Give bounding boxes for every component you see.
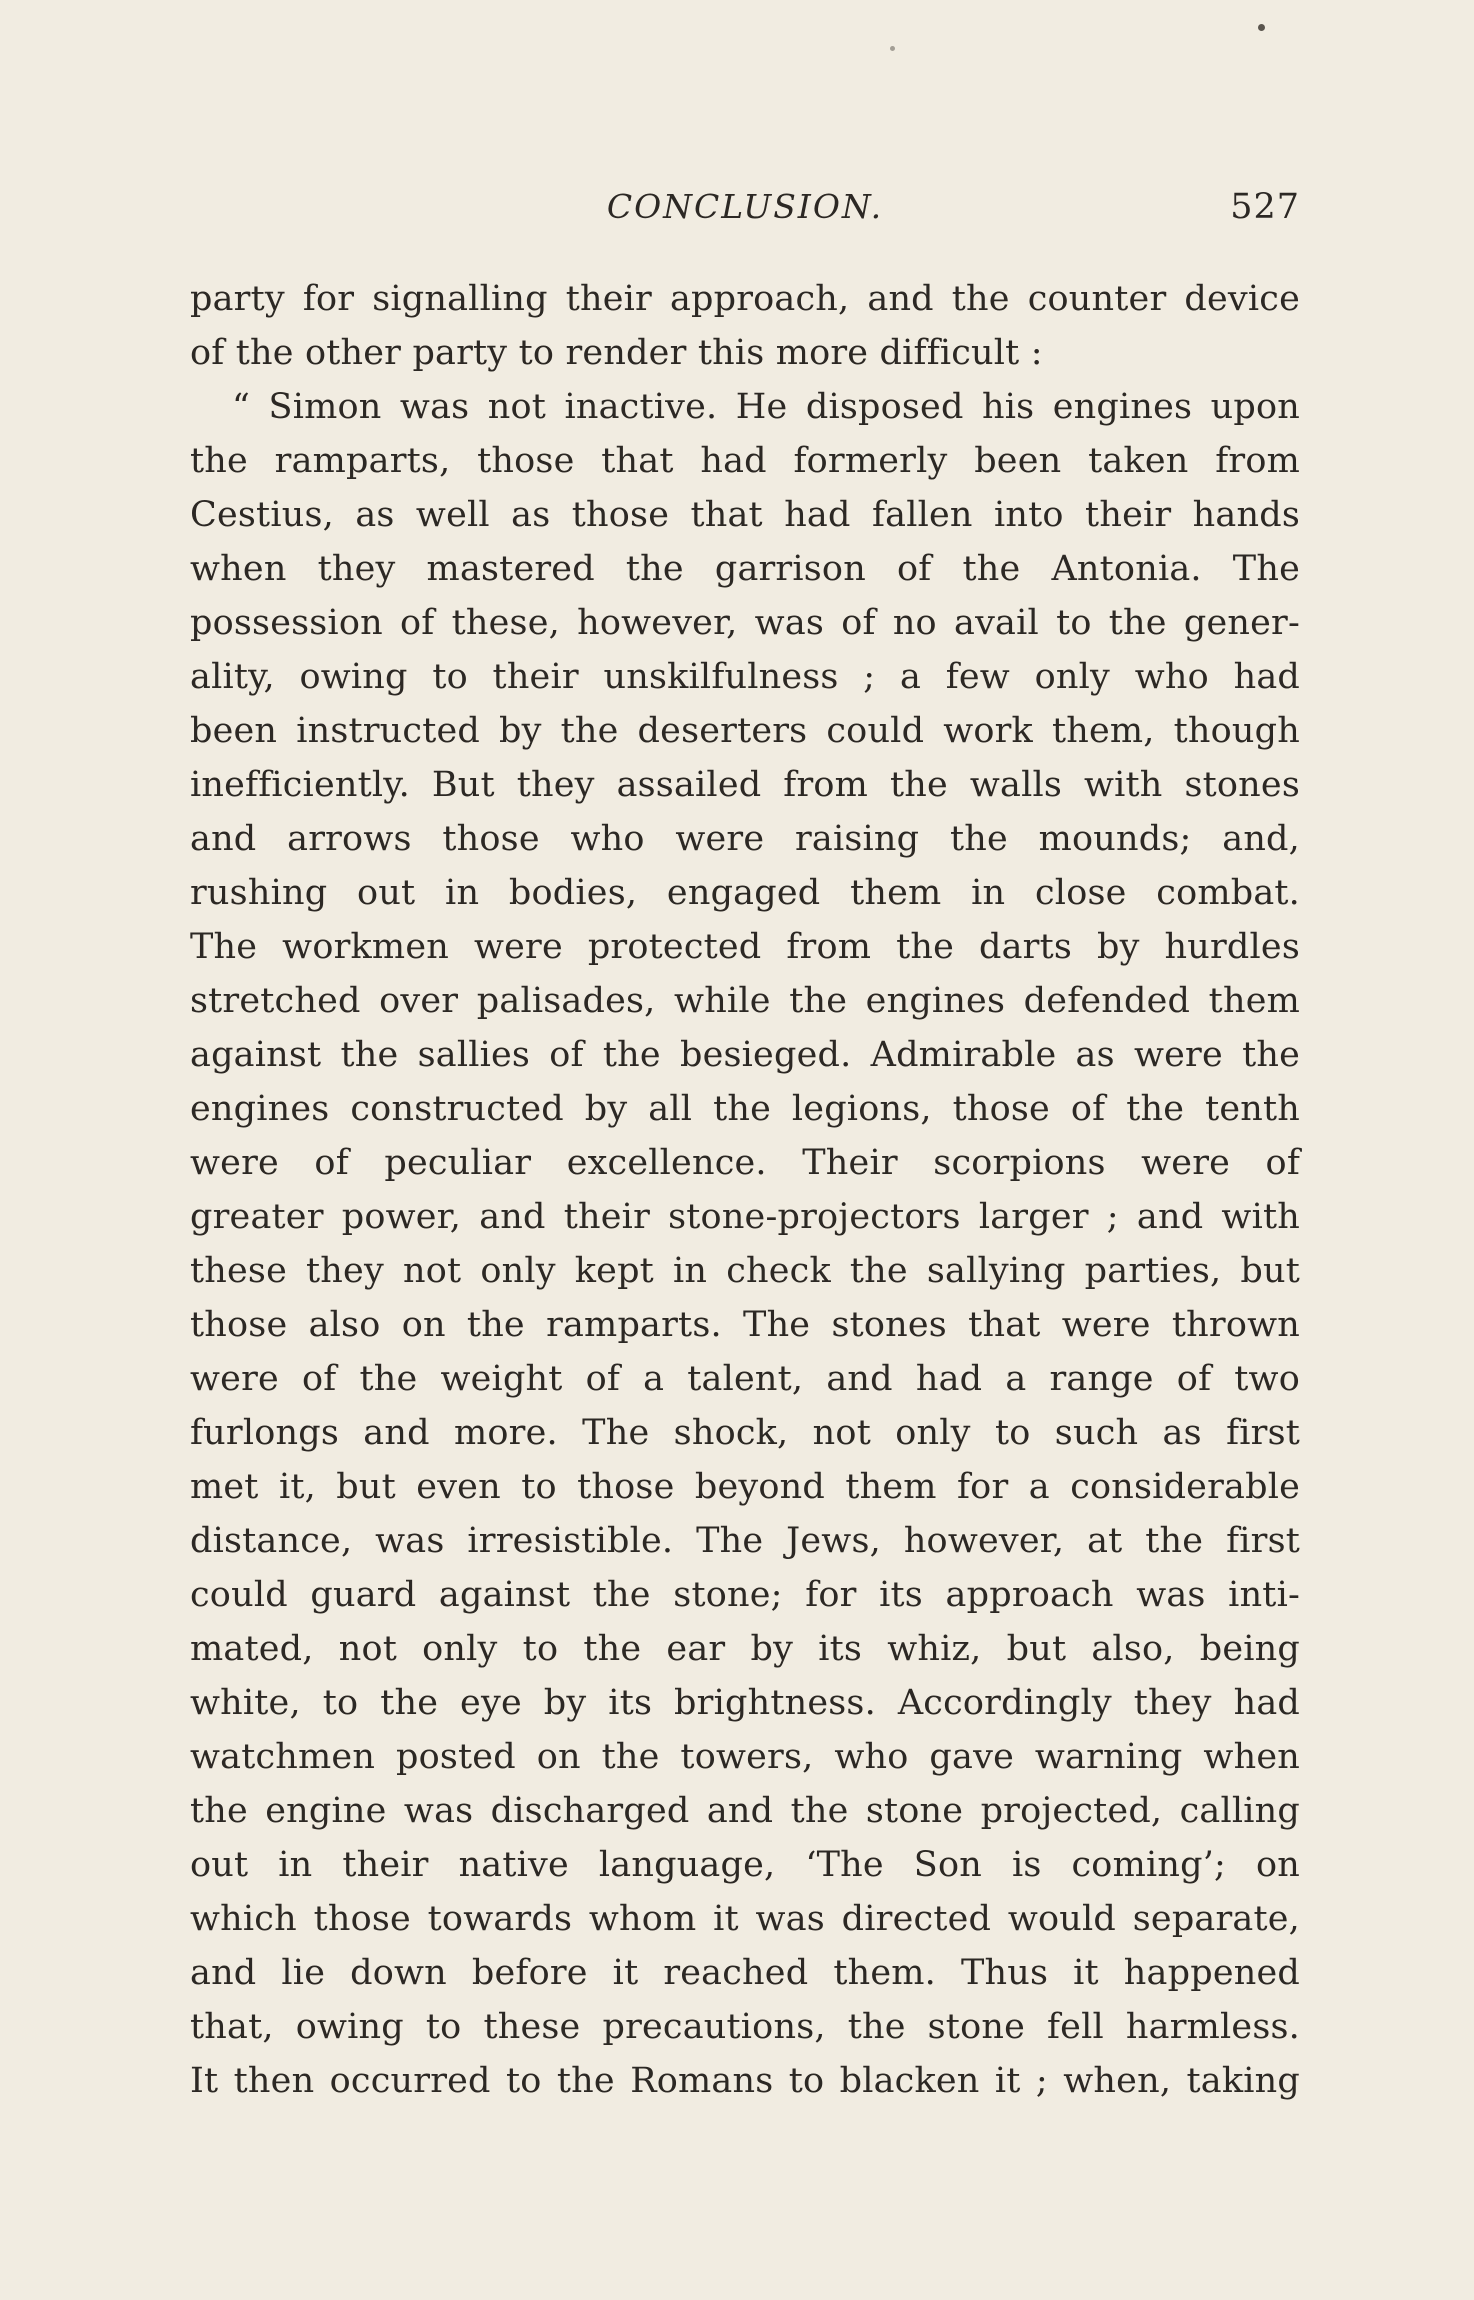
- text-line: been instructed by the deserters could work them, though: [190, 711, 1300, 751]
- text-line: which those towards whom it was directed would separate,: [190, 1899, 1300, 1939]
- text-line: against the sallies of the besieged. Admirable as were the: [190, 1035, 1300, 1075]
- text-line: the ramparts, those that had formerly been taken from: [190, 441, 1300, 481]
- page-number: 527: [1230, 187, 1300, 227]
- text-line: white, to the eye by its brightness. Accordingly they had: [190, 1683, 1300, 1723]
- text-line: of the other party to render this more difficult :: [190, 333, 1043, 373]
- text-line: were of the weight of a talent, and had a range of two: [190, 1359, 1300, 1399]
- body-text: [190, 272, 1300, 2108]
- text-line: and arrows those who were raising the mounds; and,: [190, 819, 1300, 859]
- text-line: It then occurred to the Romans to blacken it ; when, taking: [190, 2061, 1300, 2101]
- text-line: furlongs and more. The shock, not only to such as first: [190, 1413, 1300, 1453]
- ink-speck: [890, 46, 895, 51]
- text-line: inefficiently. But they assailed from the walls with stones: [190, 765, 1300, 805]
- text-line: the engine was discharged and the stone projected, calling: [190, 1791, 1300, 1831]
- text-line: met it, but even to those beyond them for a considerable: [190, 1467, 1300, 1507]
- text-line: that, owing to these precautions, the stone fell harmless.: [190, 2007, 1300, 2047]
- text-line: those also on the ramparts. The stones that were thrown: [190, 1305, 1300, 1345]
- text-line: party for signalling their approach, and the counter device: [190, 279, 1300, 319]
- text-line: “ Simon was not inactive. He disposed his engines upon: [232, 387, 1300, 427]
- text-line: could guard against the stone; for its approach was inti-: [190, 1575, 1300, 1615]
- running-head: CONCLUSION.: [606, 187, 884, 226]
- text-line: greater power, and their stone-projectors larger ; and with: [190, 1197, 1300, 1237]
- text-line: watchmen posted on the towers, who gave warning when: [190, 1737, 1300, 1777]
- text-line: rushing out in bodies, engaged them in close combat.: [190, 873, 1300, 913]
- text-line: out in their native language, ‘The Son is coming’; on: [190, 1845, 1300, 1885]
- text-line: Cestius, as well as those that had fallen into their hands: [190, 495, 1300, 535]
- text-line: and lie down before it reached them. Thus it happened: [190, 1953, 1300, 1993]
- text-line: stretched over palisades, while the engines defended them: [190, 981, 1300, 1021]
- text-line: The workmen were protected from the darts by hurdles: [190, 927, 1300, 967]
- text-line: possession of these, however, was of no avail to the gener-: [190, 603, 1300, 643]
- text-line: distance, was irresistible. The Jews, however, at the first: [190, 1521, 1300, 1561]
- ink-speck: [1258, 24, 1265, 31]
- text-line: engines constructed by all the legions, those of the tenth: [190, 1089, 1300, 1129]
- page-header: [190, 182, 1300, 232]
- text-line: these they not only kept in check the sallying parties, but: [190, 1251, 1300, 1291]
- text-line: mated, not only to the ear by its whiz, but also, being: [190, 1629, 1300, 1669]
- text-line: were of peculiar excellence. Their scorpions were of: [190, 1143, 1300, 1183]
- text-line: ality, owing to their unskilfulness ; a few only who had: [190, 657, 1300, 697]
- text-line: when they mastered the garrison of the Antonia. The: [190, 549, 1300, 589]
